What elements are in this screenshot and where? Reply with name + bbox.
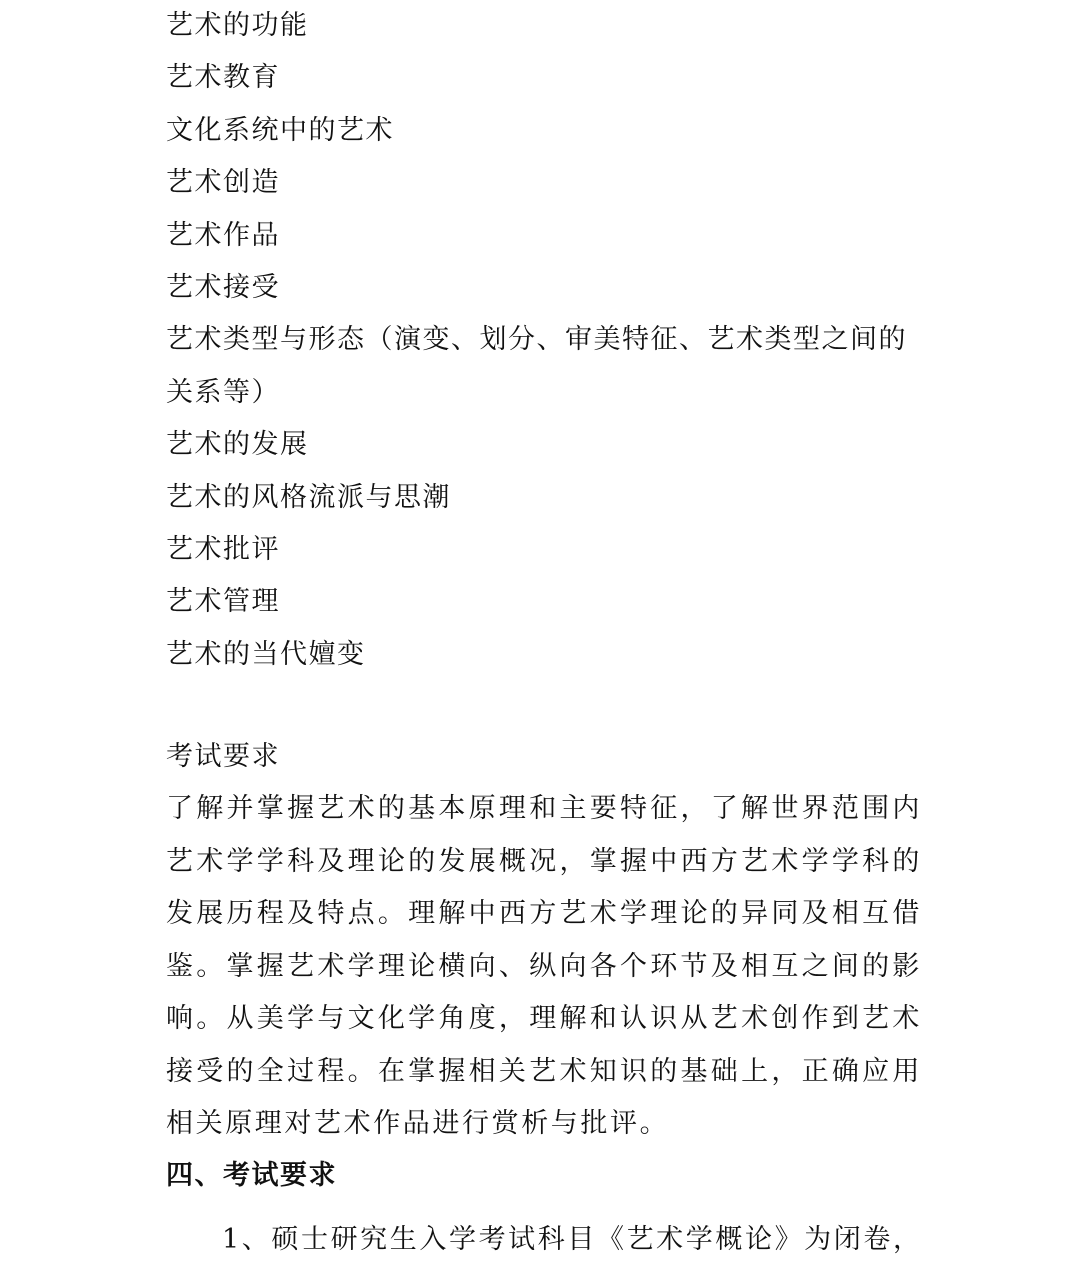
- topic-list: [166, 0, 926, 681]
- requirement-item-1: 1、硕士研究生入学考试科目《艺术学概论》为闭卷，: [222, 1224, 923, 1255]
- topic-item: 艺术的风格流派与思潮: [166, 481, 451, 513]
- exam-requirements-paragraph: 了解并掌握艺术的基本原理和主要特征，了解世界范围内艺术学学科及理论的发展概况，掌握中西方艺术学学科的发展历程及特点。理解中西方艺术学理论的异同及相互借鉴。掌握艺术学理论横向、纵向各个环节及相互之间的影响。从美学与文化学角度，理解和认识从艺术创作到艺术接受的全过程。在掌握相关艺术知识的基础上，正确应用相关原理对艺术作品进行赏析与批评。: [166, 793, 922, 1139]
- topic-item: 艺术类型与形态（演变、划分、审美特征、艺术类型之间的关系等）: [166, 324, 907, 408]
- topic-item: 艺术教育: [166, 62, 280, 94]
- topic-item: 艺术作品: [166, 219, 280, 251]
- topic-item: 艺术管理: [166, 586, 280, 618]
- exam-requirements-label: 考试要求: [166, 741, 280, 772]
- topic-item: 文化系统中的艺术: [166, 114, 394, 146]
- topic-item: 艺术创造: [166, 167, 280, 199]
- topic-item: 艺术批评: [166, 534, 280, 566]
- topic-item: 艺术接受: [166, 272, 280, 304]
- section-four-heading: 四、考试要求: [166, 1160, 337, 1191]
- topic-item: 艺术的功能: [166, 10, 309, 41]
- topic-item: 艺术的当代嬗变: [166, 638, 366, 670]
- topic-item: 艺术的发展: [166, 429, 309, 461]
